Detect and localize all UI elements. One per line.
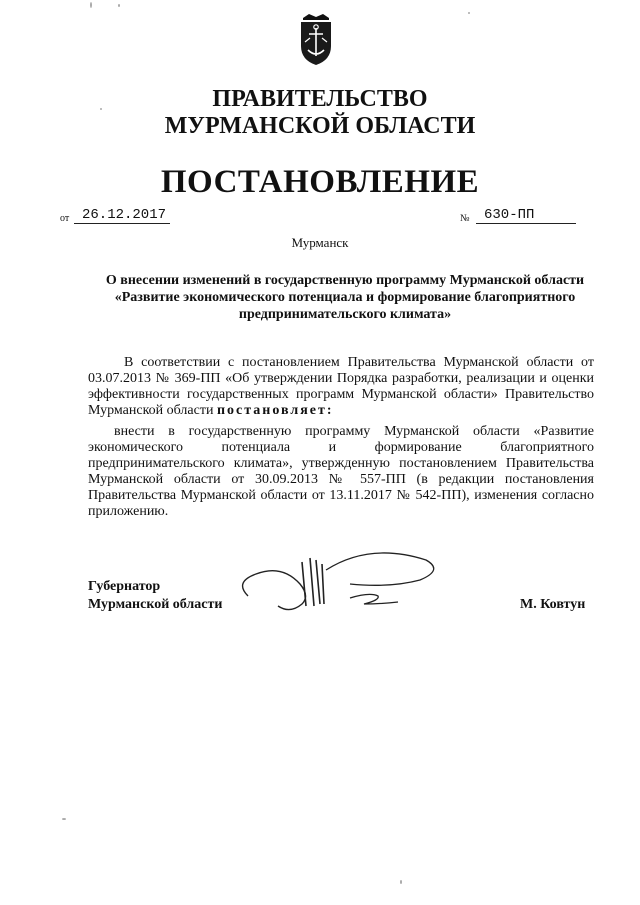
subject-line2: «Развитие экономического потенциала и формирование благоприятного (114, 290, 576, 305)
handwritten-signature-icon (230, 540, 450, 620)
body-paragraph-1 (88, 355, 594, 419)
number-field (460, 206, 585, 226)
scan-speck (400, 880, 402, 884)
decree-word: постановляет: (216, 403, 334, 418)
scan-speck (62, 818, 66, 820)
signer-title-line1: Губернатор (88, 579, 161, 594)
government-title-line1: ПРАВИТЕЛЬСТВО (212, 86, 428, 112)
subject-line1: О внесении изменений в государственную программу Мурманской области (105, 273, 585, 288)
date-value: 26.12.2017 (74, 207, 170, 224)
scan-speck (468, 12, 470, 14)
date-prefix: от (60, 213, 70, 224)
city-label: Мурманск (291, 235, 349, 250)
signer-title-line2: Мурманской области (88, 597, 223, 612)
number-prefix: № (460, 213, 470, 224)
number-value: 630-ПП (476, 207, 576, 224)
scan-speck (90, 2, 92, 8)
government-title (0, 86, 640, 140)
coat-of-arms-emblem-icon (297, 12, 335, 66)
document-kind-heading: ПОСТАНОВЛЕНИЕ (160, 164, 480, 200)
subject-line3: предпринимательского климата» (238, 307, 452, 322)
document-subject (80, 272, 610, 323)
date-field (60, 206, 180, 226)
government-title-line2: МУРМАНСКОЙ ОБЛАСТИ (164, 113, 476, 139)
body-paragraph-2: внести в государственную программу Мурманской области «Развитие экономического потенциала и формирование благоприятного предпринимательского климата», утвержденную постановлением Правительства Мурманской области от 30.09.2013 № 557-ПП (в редакции постановления Правительства Мурманской области от 13.11.2017 № 542-ПП), изменения согласно приложению. (88, 424, 594, 519)
signer-name: М. Ковтун (520, 597, 586, 612)
body-paragraph-1-text: В соответствии с постановлением Правительства Мурманской области от 03.07.2013 № 369-ПП «Об утверждении Порядка разработки, реализации и оценки эффективности государственных программ Мурманской области» Правительство Мурманской области (88, 355, 594, 418)
scan-speck (118, 4, 120, 7)
